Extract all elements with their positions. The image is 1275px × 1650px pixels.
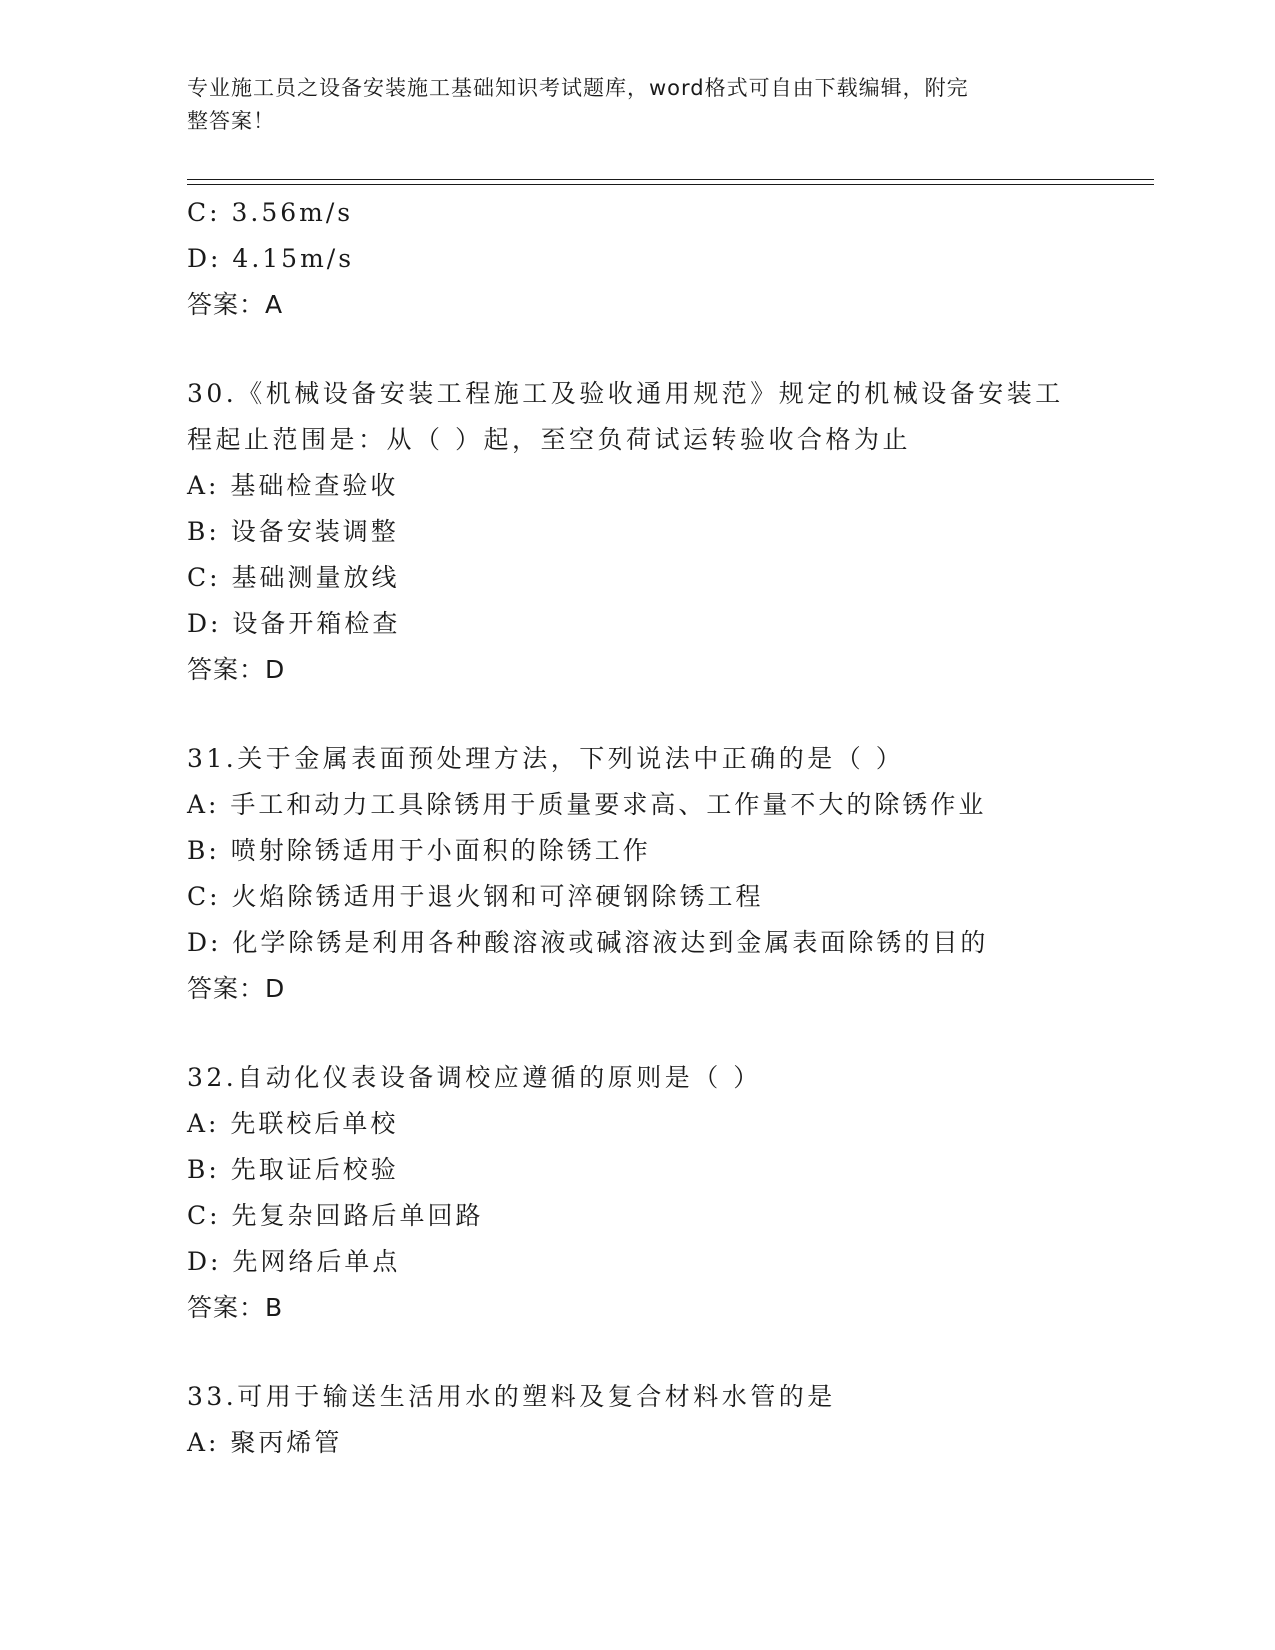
question-29-tail — [187, 190, 1147, 328]
option-c: C: 火焰除锈适用于退火钢和可淬硬钢除锈工程 — [187, 882, 764, 911]
question-stem: 33.可用于输送生活用水的塑料及复合材料水管的是 — [187, 1382, 836, 1411]
option-b: B: 先取证后校验 — [187, 1155, 399, 1184]
option-c: C: 先复杂回路后单回路 — [187, 1201, 484, 1230]
question-stem: 30.《机械设备安装工程施工及验收通用规范》规定的机械设备安装工 — [187, 379, 1064, 408]
question-stem: 32.自动化仪表设备调校应遵循的原则是（ ） — [187, 1063, 762, 1092]
question-spacer — [187, 328, 1147, 371]
option-d: D: 先网络后单点 — [187, 1247, 401, 1276]
option-c: C: 3.56m/s — [187, 198, 354, 227]
option-a: A: 手工和动力工具除锈用于质量要求高、工作量不大的除锈作业 — [187, 790, 987, 819]
question-32 — [187, 1055, 1147, 1331]
option-b: B: 设备安装调整 — [187, 517, 399, 546]
answer-line: 答案：D — [187, 974, 286, 1003]
question-stem: 31.关于金属表面预处理方法，下列说法中正确的是（ ） — [187, 744, 905, 773]
question-30 — [187, 371, 1147, 693]
header-divider-top — [187, 179, 1154, 180]
option-c: C: 基础测量放线 — [187, 563, 400, 592]
header-line-2: 整答案！ — [187, 109, 275, 133]
option-d: D: 设备开箱检查 — [187, 609, 401, 638]
header-divider-bottom — [187, 184, 1154, 185]
option-d: D: 4.15m/s — [187, 244, 355, 273]
answer-line: 答案：D — [187, 655, 286, 684]
document-header — [187, 72, 1067, 138]
question-31 — [187, 736, 1147, 1012]
option-a: A: 基础检查验收 — [187, 471, 399, 500]
option-a: A: 聚丙烯管 — [187, 1428, 343, 1457]
question-spacer — [187, 1331, 1147, 1374]
option-a: A: 先联校后单校 — [187, 1109, 399, 1138]
question-content — [187, 190, 1147, 1466]
question-spacer — [187, 693, 1147, 736]
option-d: D: 化学除锈是利用各种酸溶液或碱溶液达到金属表面除锈的目的 — [187, 928, 989, 957]
question-stem-continued: 程起止范围是：从（ ）起，至空负荷试运转验收合格为止 — [187, 425, 911, 454]
answer-line: 答案：B — [187, 1293, 284, 1322]
header-line-1: 专业施工员之设备安装施工基础知识考试题库，word格式可自由下载编辑，附完 — [187, 76, 969, 100]
option-b: B: 喷射除锈适用于小面积的除锈工作 — [187, 836, 651, 865]
question-spacer — [187, 1012, 1147, 1055]
question-33 — [187, 1374, 1147, 1466]
answer-line: 答案：A — [187, 290, 284, 319]
